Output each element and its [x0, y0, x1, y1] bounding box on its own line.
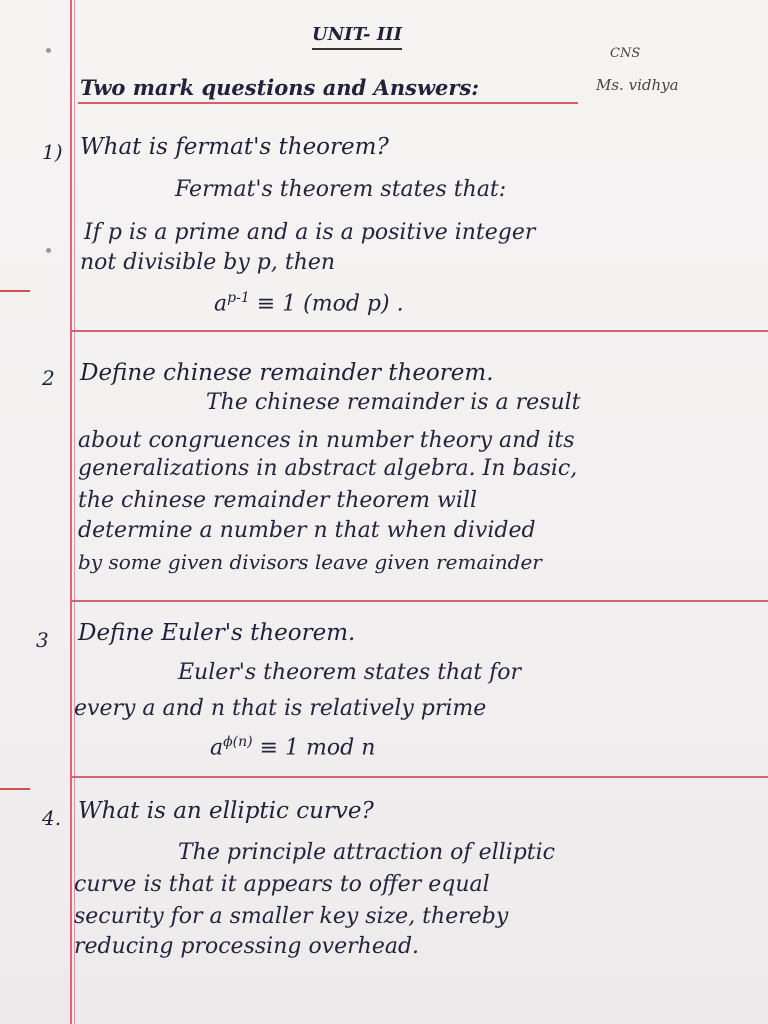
section-divider: [70, 330, 768, 332]
question-2: Define chinese remainder theorem.: [80, 360, 494, 386]
unit-title: UNIT- III: [312, 24, 402, 45]
answer-line: security for a smaller key size, thereby: [74, 904, 509, 929]
answer-line: curve is that it appears to offer equal: [74, 872, 490, 897]
question-4: What is an elliptic curve?: [78, 798, 374, 824]
section-divider: [70, 776, 768, 778]
answer-line: reducing processing overhead.: [74, 934, 420, 959]
answer-line: Fermat's theorem states that:: [175, 177, 507, 202]
answer-line: The principle attraction of elliptic: [178, 840, 555, 865]
answer-line: the chinese remainder theorem will: [78, 488, 477, 513]
question-number: 4.: [42, 806, 62, 830]
answer-line: Euler's theorem states that for: [178, 660, 522, 685]
formula-fermat: [214, 290, 404, 316]
unit-underline: [312, 48, 402, 50]
answer-line: every a and n that is relatively prime: [74, 696, 487, 721]
formula-base: a: [210, 735, 224, 761]
binder-hole-mark: [46, 48, 51, 53]
answer-line: not divisible by p, then: [80, 250, 336, 275]
question-number: 1): [42, 140, 63, 164]
page-title: Two mark questions and Answers:: [80, 75, 480, 100]
answer-line: determine a number n that when divided: [78, 518, 536, 543]
author-name: Ms. vidhya: [596, 76, 679, 94]
question-3: Define Euler's theorem.: [78, 620, 356, 646]
edge-mark: [0, 290, 30, 292]
question-number: 3: [36, 628, 49, 652]
answer-line: about congruences in number theory and its: [78, 428, 575, 453]
question-number: 2: [42, 366, 55, 390]
formula-rest: ≡ 1 mod n: [259, 735, 376, 761]
answer-line: generalizations in abstract algebra. In basic,: [78, 456, 578, 481]
author-note: CNS: [610, 46, 641, 61]
section-divider: [70, 600, 768, 602]
answer-line: If p is a prime and a is a positive integer: [84, 220, 536, 245]
title-underline: [78, 102, 578, 104]
margin-line-inner: [74, 0, 75, 1024]
formula-base: a: [214, 291, 228, 317]
formula-exponent: ϕ(n): [223, 734, 253, 750]
question-1: What is fermat's theorem?: [80, 134, 389, 160]
answer-line: The chinese remainder is a result: [206, 390, 581, 415]
edge-mark: [0, 788, 30, 790]
margin-line: [70, 0, 72, 1024]
formula-rest: ≡ 1 (mod p) .: [256, 291, 404, 317]
formula-euler: [210, 734, 375, 760]
formula-exponent: p-1: [227, 290, 250, 306]
binder-hole-mark: [46, 248, 51, 253]
answer-line: by some given divisors leave given remainder: [78, 550, 542, 574]
